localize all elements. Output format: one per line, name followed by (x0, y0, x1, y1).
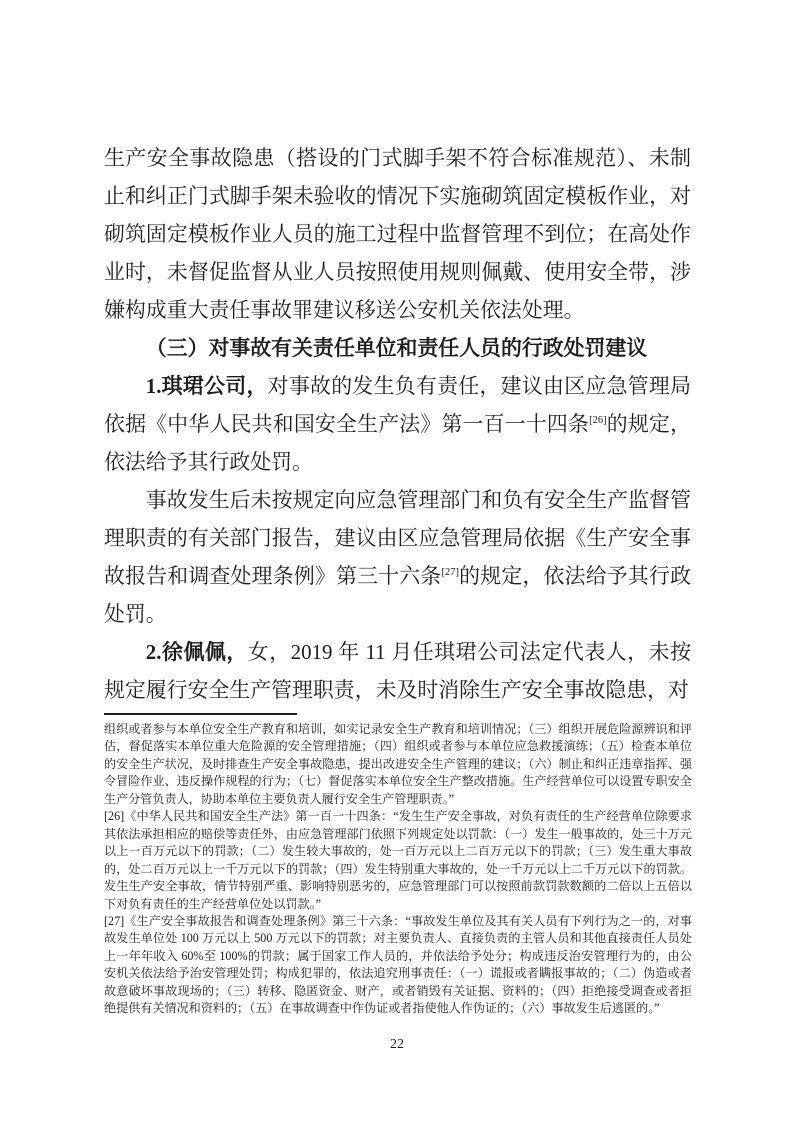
footnote: [27]《生产安全事故报告和调查处理条例》第三十六条：“事故发生单位及其有关人员有下列行为之一的，对事故发生单位处 100 万元以上 500 万元以下的罚款；对主要负责人、直接负责的主管人员和其他直接责任人员处上一年年收入 60%至 100%的罚款；属于国家工作人员的，并依法给予处分；构成违反治安管理行为的，由公安机关依法给予治安管理处罚；构成犯罪的，依法追究刑事责任：（一）谎报或者瞒报事故的；（二）伪造或者故意破坏事故现场的；（三）转移、隐匿资金、财产，或者销毁有关证据、资料的；（四）拒绝接受调查或者拒绝提供有关情况和资料的；（五）在事故调查中作伪证或者指使他人作伪证的；（六）事故发生后逃匿的。” (104, 913, 692, 1016)
text-segment: 女，2019 年 11 月任琪珺公司法定代表人，未按规定履行安全生产管理职责，未及时消除生产安全事故隐患，对 (104, 640, 691, 702)
text-segment: 对事故的发生负有责任，建议由区应急管理局依据《中华人民共和国安全生产法》第一百一十四条 (104, 374, 691, 436)
body-paragraph (104, 481, 691, 633)
footnote-ref: [27] (441, 567, 459, 579)
footnote: 组织或者参与本单位安全生产教育和培训，如实记录安全生产教育和培训情况；（三）组织开展危险源辨识和评估，督促落实本单位重大危险源的安全管理措施；（四）组织或者参与本单位应急救援演练；（五）检查本单位的安全生产状况，及时排查生产安全事故隐患，提出改进安全生产管理的建议；（六）制止和纠正违章指挥、强令冒险作业、违反操作规程的行为；（七）督促落实本单位安全生产整改措施。生产经营单位可以设置专职安全生产分管负责人，协助本单位主要负责人履行安全生产管理职责。” (104, 722, 692, 806)
body-paragraph (104, 139, 691, 329)
page-number: 22 (390, 1037, 404, 1052)
text-segment: 的规定，依法给予其行政处罚。 (104, 412, 691, 474)
footnote-ref: [26] (589, 415, 607, 427)
text-segment: 1.琪珺公司， (145, 374, 268, 398)
document-body (104, 139, 691, 709)
text-segment: 2.徐佩佩， (145, 640, 248, 664)
text-segment: 的规定，依法给予其行政处罚。 (104, 564, 691, 626)
section-heading (104, 329, 691, 367)
footnote: [26]《中华人民共和国安全生产法》第一百一十四条：“发生生产安全事故，对负有责任的生产经营单位除要求其依法承担相应的赔偿等责任外，由应急管理部门依照下列规定处以罚款：（一）发生一般事故的，处三十万元以上一百万元以下的罚款；（二）发生较大事故的，处一百万元以上二百万元以下的罚款；（三）发生重大事故的，处二百万元以上一千万元以下的罚款；（四）发生特别重大事故的，处一千万元以上二千万元以下的罚款。发生生产安全事故，情节特别严重、影响特别恶劣的，应急管理部门可以按照前款罚款数额的二倍以上五倍以下对负有责任的生产经营单位处以罚款。” (104, 809, 692, 911)
footnotes-section (104, 721, 692, 1018)
body-paragraph (104, 367, 691, 481)
text-segment: 生产安全事故隐患（搭设的门式脚手架不符合标准规范）、未制止和纠正门式脚手架未验收的情况下实施砌筑固定模板作业，对砌筑固定模板作业人员的施工过程中监督管理不到位；在高处作业时，未督促监督从业人员按照使用规则佩戴、使用安全带，涉嫌构成重大责任事故罪建议移送公安机关依法处理。 (104, 146, 691, 322)
text-segment: 事故发生后未按规定向应急管理部门和负有安全生产监督管理职责的有关部门报告，建议由区应急管理局依据《生产安全事故报告和调查处理条例》第三十六条 (104, 488, 691, 588)
text-segment: （三）对事故有关责任单位和责任人员的行政处罚建议 (145, 336, 648, 360)
body-paragraph (104, 633, 691, 709)
footnote-separator (104, 713, 297, 715)
